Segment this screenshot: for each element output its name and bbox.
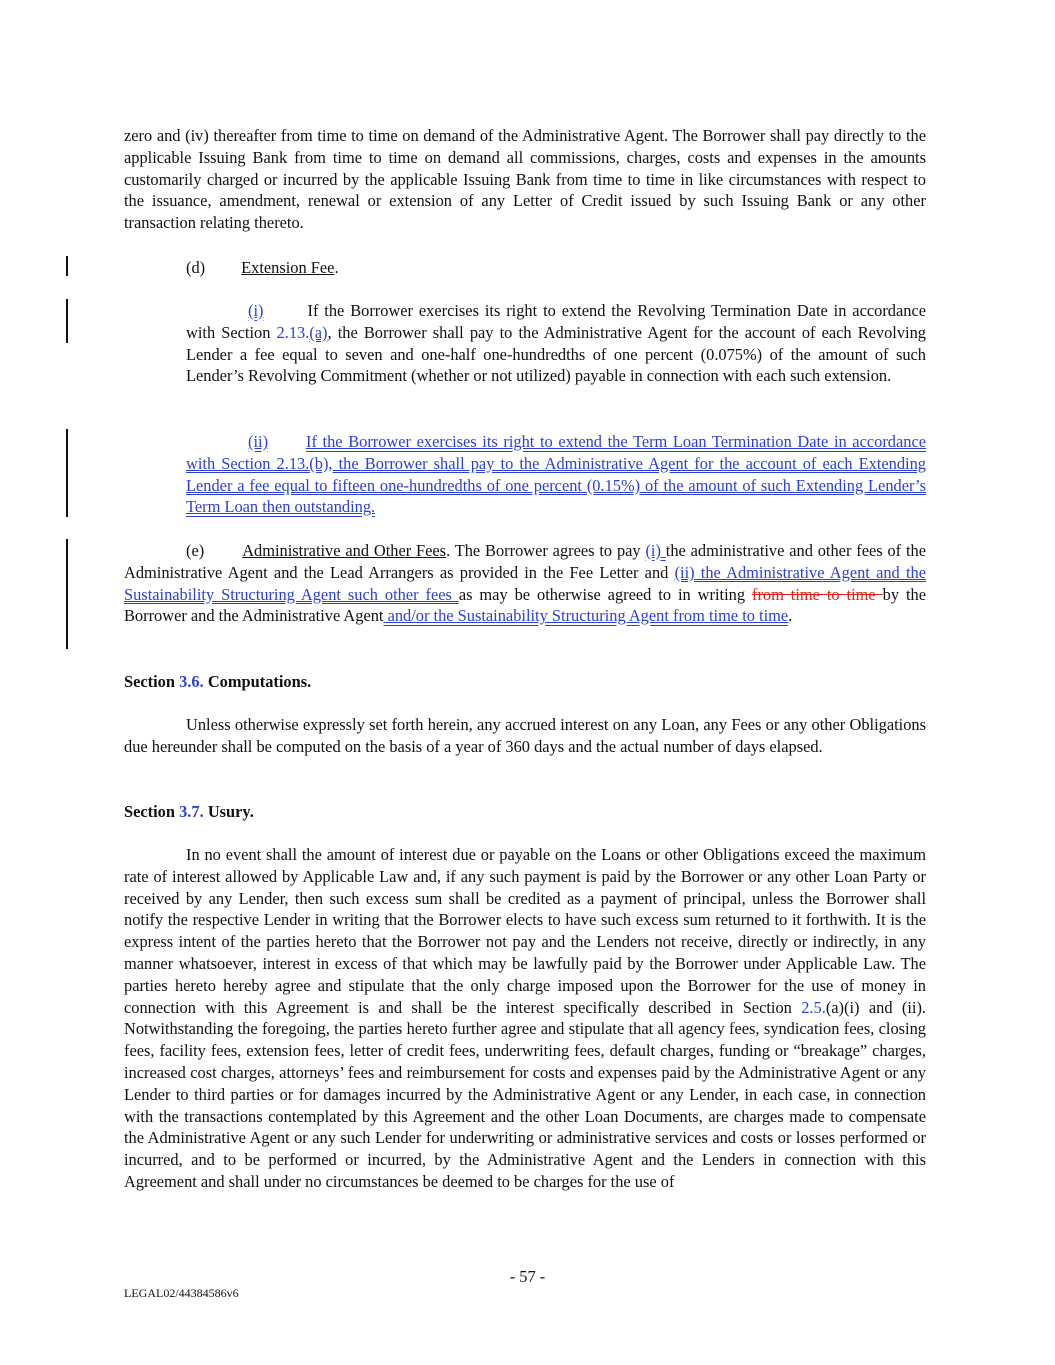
section-3-7-heading: Section 3.7. Usury. xyxy=(124,802,254,821)
page-number: - 57 - xyxy=(509,1267,546,1286)
section-ref-link[interactable]: 2.5. xyxy=(801,997,826,1017)
section-3-7-body: In no event shall the amount of interest due or payable on the Loans or other Obligations exceed the maximum rate of interest allowed by Applicable Law and, if any such payment is paid by the Borrower or any other Loan Party or received by any Lender, then such excess sum shall be credited as a payment of principal, unless the Borrower shall notify the respective Lender in writing that the Borrower elects to have such excess sum returned to it forthwith. It is the express intent of the parties hereto that the Borrower not pay and the Lenders not receive, directly or indirectly, in any manner whatsoever, interest in excess of that which may be lawfully paid by the Borrower under Applicable Law. The parties hereto hereby agree and stipulate that the only charge imposed upon the Borrower for the use of money in connection with this Agreement is and shall be the interest specifically described in Section 2.5.(a)(i) and (ii). Notwithstanding the foregoing, the parties hereto further agree and stipulate that all agency fees, syndication fees, closing fees, facility fees, extension fees, letter of credit fees, underwriting fees, default charges, funding or “breakage” charges, increased cost charges, attorneys’ fees and reimbursement for costs and expenses paid by the Administrative Agent or any Lender to third parties or for damages incurred by the Administrative Agent or any Lender, in each case, in connection with the transactions contemplated by this Agreement and the other Loan Documents, are charges made to compensate the Administrative Agent or any such Lender for underwriting or administrative services and costs or losses performed or incurred, and to be performed or incurred, by the Administrative Agent and the Lenders in connection with this Agreement and shall under no circumstances be deemed to be charges for the use of xyxy=(124,845,926,1191)
inserted-text: (i) xyxy=(645,541,666,560)
subsection-e-title: Administrative and Other Fees xyxy=(242,541,447,560)
section-ref-link[interactable]: 2.13. xyxy=(276,322,310,342)
revision-bar xyxy=(66,299,68,343)
section-ref-link[interactable]: 3.7. xyxy=(179,802,204,821)
section-ref-link[interactable]: 3.6. xyxy=(179,672,204,691)
document-id: LEGAL02/44384586v6 xyxy=(124,1286,239,1300)
subsection-d-title: Extension Fee xyxy=(241,258,335,277)
deleted-text: from time to time xyxy=(751,584,883,604)
subsection-d-heading: (d) Extension Fee. xyxy=(186,258,339,277)
revision-bar xyxy=(66,256,68,276)
inserted-text: If the Borrower exercises its right to extend the Term Loan Termination Date in accordance with Section 2.13.(b), the Borrower shall pay to the Administrative Agent for the account of each Extending Lender a fee equal to fifteen one-hundredths of one percent (0.15%) of the amount of such Extending Lender’s Term Loan then outstanding. xyxy=(186,432,926,517)
subsection-e: (e) Administrative and Other Fees. The Borrower agrees to pay (i) the administrative and other fees of the Administrative Agent and the Lead Arrangers as provided in the Fee Letter and (ii) the Administrative Agent and the Sustainability Structuring Agent such other fees as may be otherwise agreed to in writing from time to time by the Borrower and the Administrative Agent and/or the Sustainability Structuring Agent from time to time. xyxy=(124,541,927,626)
revision-bar xyxy=(66,539,68,649)
revision-bar xyxy=(66,429,68,517)
clause-d-ii-marker: (ii) xyxy=(248,432,269,451)
inserted-text: and/or the Sustainability Structuring Agent from time to time xyxy=(383,606,789,626)
clause-d-i: (i) If the Borrower exercises its right to extend the Revolving Termination Date in accordance with Section 2.13.(a), the Borrower shall pay to the Administrative Agent for the account of each Revolving Lender a fee equal to seven and one-half one-hundredths of one percent (0.075%) of the amount of such Lender’s Revolving Commitment (whether or not utilized) payable in connection with each such extension. xyxy=(186,301,926,386)
clause-d-ii xyxy=(186,431,926,518)
clause-d-i-marker: (i) xyxy=(248,301,264,320)
inserted-text: (ii) the Administrative Agent and the Sustainability Structuring Agent such other fees xyxy=(124,562,926,604)
section-3-6-heading: Section 3.6. Computations. xyxy=(124,672,312,691)
section-3-6-body: Unless otherwise expressly set forth herein, any accrued interest on any Loan, any Fees or any other Obligations due hereunder shall be computed on the basis of a year of 360 days and the actual number of days elapsed. xyxy=(124,715,926,756)
intro-paragraph: zero and (iv) thereafter from time to time on demand of the Administrative Agent. The Borrower shall pay directly to the applicable Issuing Bank from time to time on demand all commissions, charges, costs and expenses in the amounts customarily charged or incurred by the applicable Issuing Bank from time to time in like circumstances with respect to the issuance, amendment, renewal or extension of any Letter of Credit issued by such Issuing Bank or any other transaction relating thereto. xyxy=(124,126,926,233)
